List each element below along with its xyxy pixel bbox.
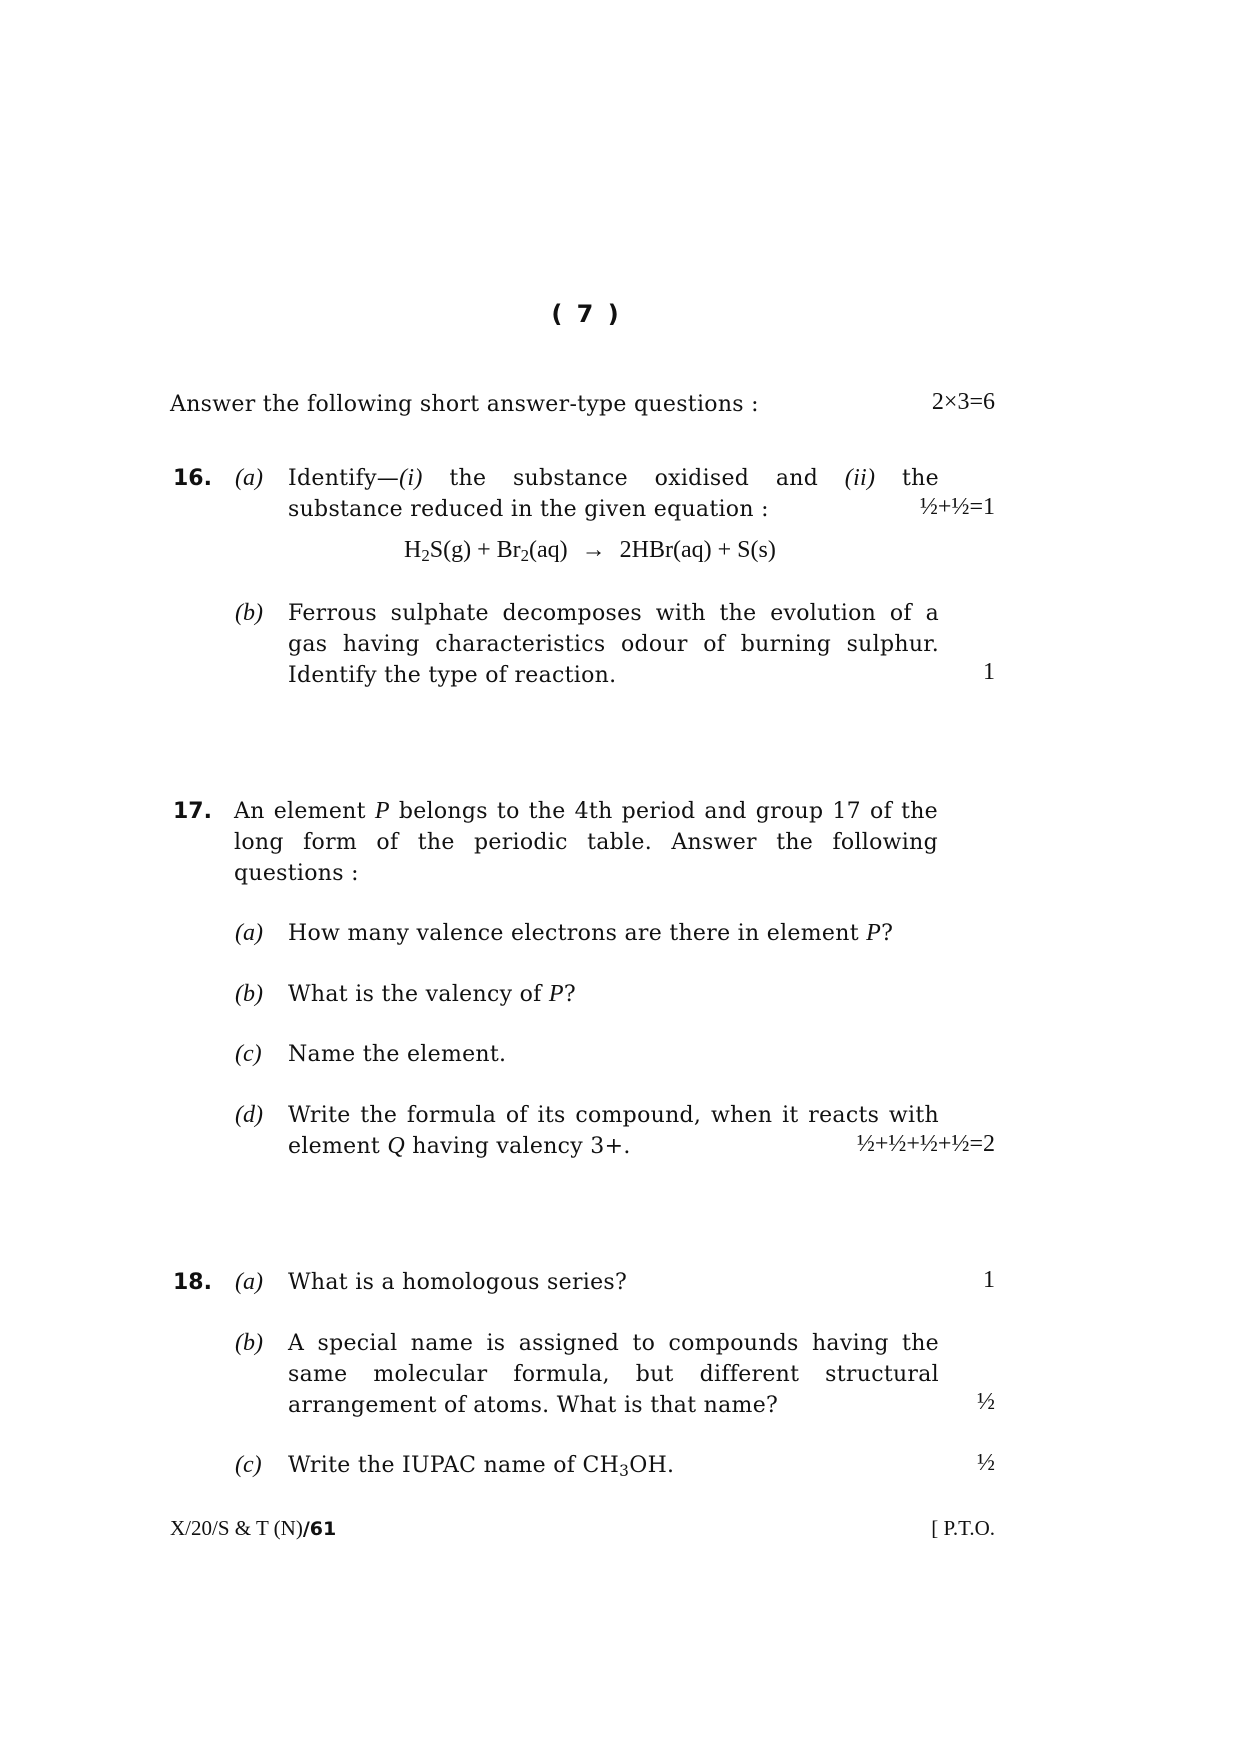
q18b-marks: ½ xyxy=(977,1389,995,1415)
q16a-equation: $H_2S(g) + Br_2(aq) \to 2HBr(aq) + S(s)$ xyxy=(404,537,776,566)
q18c-label: (c) xyxy=(235,1452,262,1478)
q17d-text: Write the formula of its compound, when it reacts with element Q having valency 3+. xyxy=(288,1103,939,1159)
footer-pto: [ P.T.O. xyxy=(931,1516,995,1540)
q17b-label: (b) xyxy=(235,981,263,1007)
q18c-marks: ½ xyxy=(977,1450,995,1476)
q18b-label: (b) xyxy=(235,1330,263,1356)
question-18-number: 18. xyxy=(173,1270,212,1295)
q16b-label: (b) xyxy=(235,600,263,626)
q17d-label: (d) xyxy=(235,1102,263,1128)
q17a-text: How many valence electrons are there in element P? xyxy=(288,920,894,946)
q17c-text: Name the element. xyxy=(288,1042,507,1067)
q18a-text: What is a homologous series? xyxy=(288,1270,628,1295)
q16a-text: Identify—(i) the substance oxidised and (ii) the substance reduced in the given equation : xyxy=(288,463,939,525)
q17-stem: An element P belongs to the 4th period and group 17 of the long form of the periodic table. Answer the following questions : xyxy=(234,798,939,886)
q16a-label: (a) xyxy=(235,465,263,491)
q16b-text: Ferrous sulphate decomposes with the evolution of a gas having characteristics odour of burning sulphur. Identify the type of reaction. xyxy=(288,601,939,688)
section-instruction: Answer the following short answer-type questions : xyxy=(170,392,759,417)
q17c-label: (c) xyxy=(235,1041,262,1067)
q17b-text: What is the valency of P? xyxy=(288,981,576,1007)
q18c-text: Write the IUPAC name of $CH_3OH$. xyxy=(288,1453,675,1480)
footer-code: X/20/S & T (N)/61 xyxy=(170,1516,337,1540)
section-marks: 2×3=6 xyxy=(931,389,995,415)
q17d-marks: ½+½+½+½=2 xyxy=(856,1131,995,1157)
question-16-number: 16. xyxy=(173,466,212,491)
q18a-marks: 1 xyxy=(983,1267,995,1293)
q18a-label: (a) xyxy=(235,1269,263,1295)
q18b-text: A special name is assigned to compounds having the same molecular formula, but different structural arrangement of atoms. What is that name? xyxy=(288,1331,939,1418)
q17a-label: (a) xyxy=(235,920,263,946)
q16a-marks: ½+½=1 xyxy=(919,494,995,520)
q16a-line2: substance reduced in the given equation : xyxy=(288,497,769,522)
page-number: ( 7 ) xyxy=(551,300,619,328)
question-17-number: 17. xyxy=(173,799,212,824)
q16b-marks: 1 xyxy=(983,659,995,685)
